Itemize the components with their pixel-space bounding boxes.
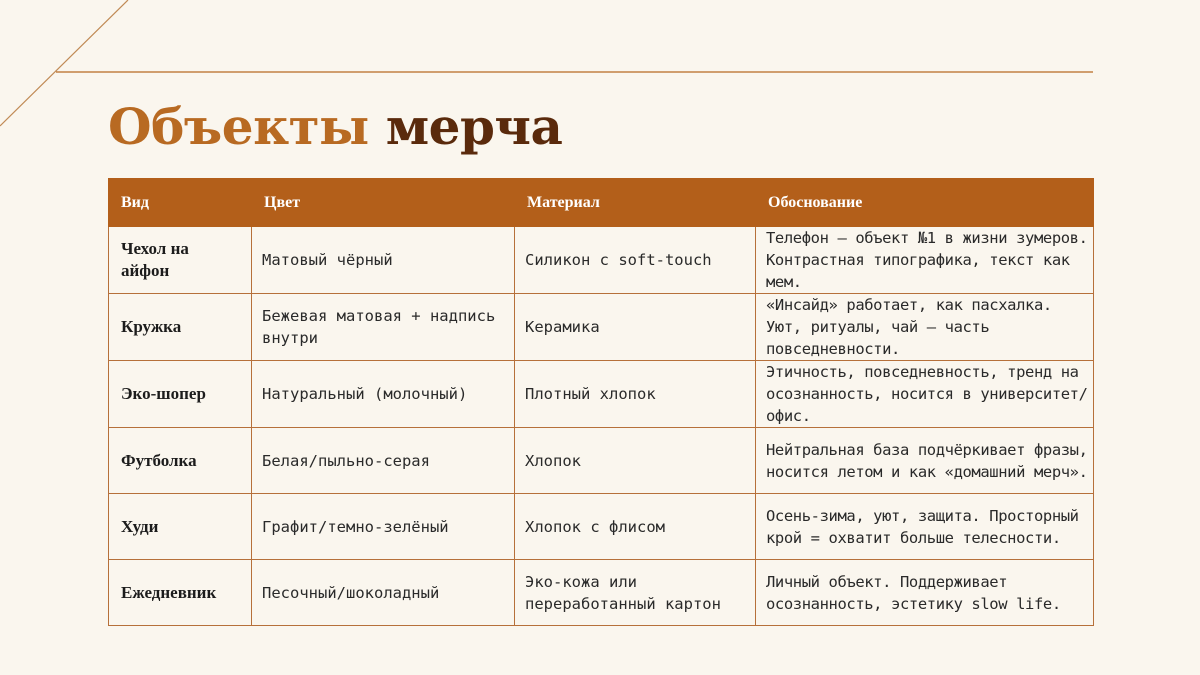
table-header-row	[109, 179, 1094, 227]
cell-material: Керамика	[515, 294, 756, 361]
cell-color: Песочный/шоколадный	[252, 560, 515, 626]
page-title	[108, 90, 562, 164]
cell-kind: Ежедневник	[109, 560, 252, 626]
table-row	[109, 428, 1094, 494]
cell-color: Натуральный (молочный)	[252, 361, 515, 428]
table-row	[109, 494, 1094, 560]
cell-reason: Этичность, повседневность, тренд на осознанность, носится в университет/офис.	[756, 361, 1094, 428]
cell-material: Хлопок	[515, 428, 756, 494]
cell-kind: Эко-шопер	[109, 361, 252, 428]
cell-reason: Осень-зима, уют, защита. Просторный крой = охватит больше телесности.	[756, 494, 1094, 560]
title-part-2: мерча	[385, 97, 563, 156]
column-header-color: Цвет	[252, 179, 515, 227]
cell-color: Матовый чёрный	[252, 227, 515, 294]
cell-kind: Худи	[109, 494, 252, 560]
title-part-1: Объекты	[108, 97, 369, 156]
merch-table	[108, 178, 1094, 626]
cell-color: Бежевая матовая + надпись внутри	[252, 294, 515, 361]
table-row	[109, 294, 1094, 361]
table-row	[109, 560, 1094, 626]
cell-material: Хлопок с флисом	[515, 494, 756, 560]
cell-kind: Кружка	[109, 294, 252, 361]
cell-color: Графит/темно-зелёный	[252, 494, 515, 560]
cell-kind: Футболка	[109, 428, 252, 494]
table-row	[109, 361, 1094, 428]
cell-reason: Нейтральная база подчёркивает фразы, носится летом и как «домашний мерч».	[756, 428, 1094, 494]
cell-material: Плотный хлопок	[515, 361, 756, 428]
cell-color: Белая/пыльно-серая	[252, 428, 515, 494]
cell-kind: Чехол на айфон	[109, 227, 252, 294]
cell-material: Силикон с soft-touch	[515, 227, 756, 294]
column-header-reason: Обоснование	[756, 179, 1094, 227]
cell-material: Эко-кожа или переработанный картон	[515, 560, 756, 626]
cell-reason: Личный объект. Поддерживает осознанность, эстетику slow life.	[756, 560, 1094, 626]
column-header-kind: Вид	[109, 179, 252, 227]
column-header-material: Материал	[515, 179, 756, 227]
cell-reason: «Инсайд» работает, как пасхалка. Уют, ритуалы, чай — часть повседневности.	[756, 294, 1094, 361]
cell-reason: Телефон — объект №1 в жизни зумеров. Контрастная типографика, текст как мем.	[756, 227, 1094, 294]
table-row	[109, 227, 1094, 294]
